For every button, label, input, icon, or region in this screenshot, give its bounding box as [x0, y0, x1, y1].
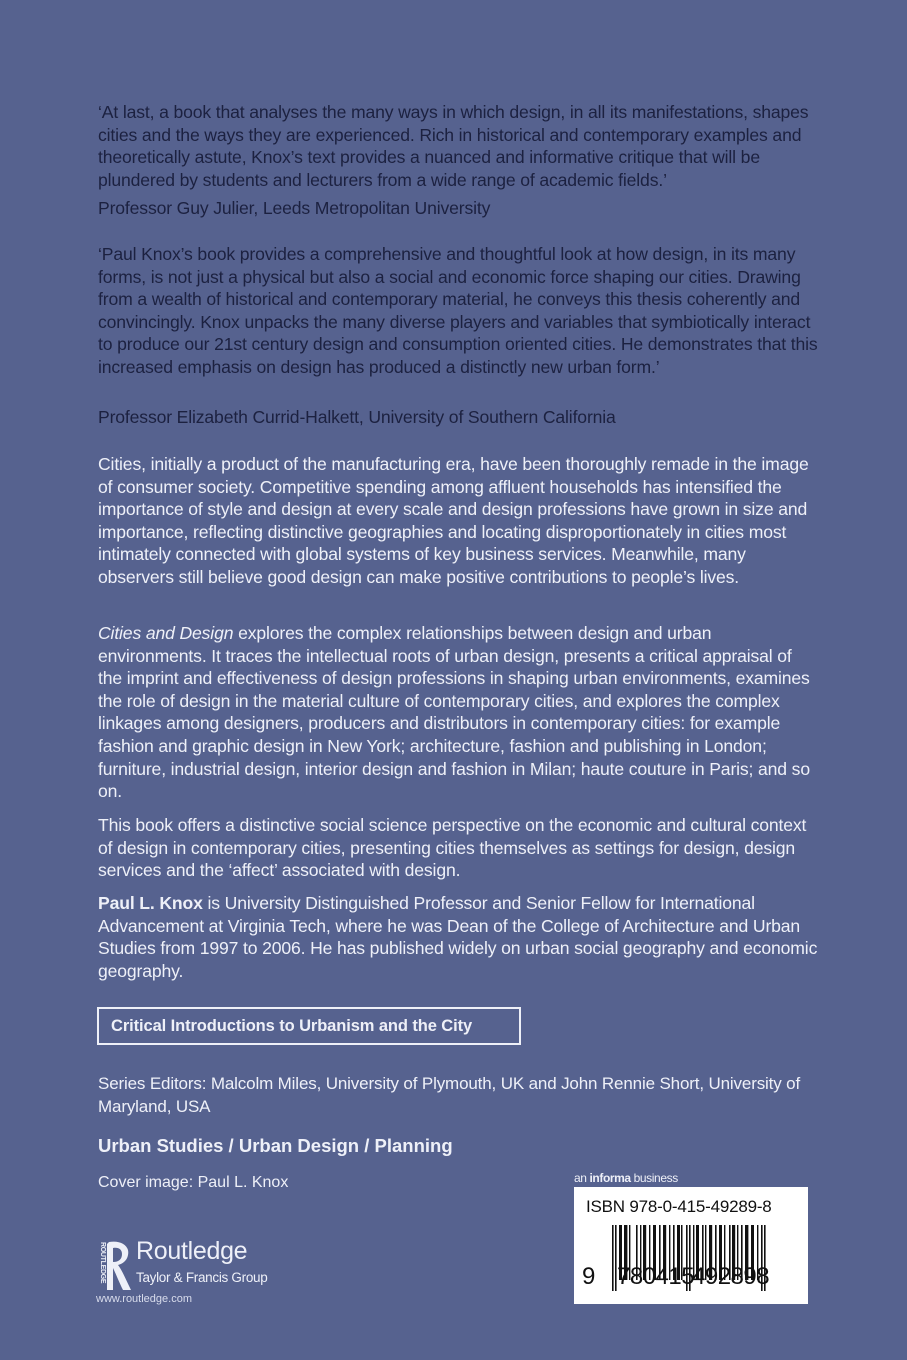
routledge-spine-text: ROUTLEDGE — [99, 1242, 106, 1284]
publisher-group: Taylor & Francis Group — [136, 1270, 268, 1285]
series-title-box — [97, 1007, 521, 1045]
author-name: Paul L. Knox — [98, 893, 203, 913]
subject-categories: Urban Studies / Urban Design / Planning — [98, 1135, 453, 1156]
author-bio-text: is University Distinguished Professor and Senior Fellow for International Advancement at Virginia Tech, where he was Dean of the College of Architecture and Urban Studies from 1997 to 2006. He has published widely on urban social geography and economic geography. — [98, 893, 818, 981]
barcode-digits-group-1: 780415 — [617, 1263, 695, 1290]
description-paragraph-2 — [98, 622, 818, 803]
description-paragraph-3: This book offers a distinctive social science perspective on the economic and cultural context of design in contemporary cities, presenting cities themselves as settings for design, design services and the ‘affect’ associated with design. — [98, 815, 807, 881]
endorsement-attribution-1: Professor Guy Julier, Leeds Metropolitan University — [98, 198, 491, 218]
endorsement-attribution-2: Professor Elizabeth Currid-Halkett, University of Southern California — [98, 407, 616, 427]
routledge-r-icon — [106, 1240, 132, 1292]
book-title-italic: Cities and Design — [98, 623, 234, 643]
series-title: Critical Introductions to Urbanism and the City — [111, 1016, 473, 1035]
routledge-logo — [96, 1237, 316, 1310]
informa-prefix: an — [574, 1171, 590, 1185]
isbn-label: ISBN 978-0-415-49289-8 — [586, 1197, 772, 1216]
description-paragraph-2-text: explores the complex relationships between design and urban environments. It traces the intellectual roots of urban design, presents a critical appraisal of the imprint and effectiveness of design professions in shaping urban environments, examines the role of design in the material culture of contemporary cities, and explores the complex linkages among designers, producers and distributors in contemporary cities: for example fashion and graphic design in New York; architecture, fashion and publishing in London; furniture, industrial design, interior design and fashion in Milan; haute couture in Paris; and so on. — [98, 623, 810, 802]
publisher-url: www.routledge.com — [96, 1293, 192, 1305]
isbn-barcode — [574, 1187, 808, 1304]
publisher-name: Routledge — [136, 1237, 248, 1265]
author-bio — [98, 892, 818, 982]
informa-brand: informa — [589, 1171, 631, 1185]
endorsement-quote-1: ‘At last, a book that analyses the many ways in which design, in all its manifestations, shapes cities and the ways they are experienced. Rich in historical and contemporary examples and theoretically astute, Knox’s text provides a nuanced and informative critique that will be plundered by students and lecturers from a wide range of academic fields.’ — [98, 102, 809, 190]
description-paragraph-1: Cities, initially a product of the manufacturing era, have been thoroughly remade in the image of consumer society. Competitive spending among affluent households has intensified the importance of style and design at every scale and design professions have grown in size and importance, reflecting distinctive geographies and locating disproportionately in cities most intimately connected with global systems of key business services. Meanwhile, many observers still believe good design can make positive contributions to people’s lives. — [98, 454, 809, 587]
cover-image-credit: Cover image: Paul L. Knox — [98, 1174, 289, 1191]
series-editors: Series Editors: Malcolm Miles, University of Plymouth, UK and John Rennie Short, University of Maryland, USA — [98, 1074, 801, 1116]
endorsement-quote-2: ‘Paul Knox’s book provides a comprehensive and thoughtful look at how design, in its many forms, is not just a physical but also a social and economic force shaping our cities. Drawing from a wealth of historical and contemporary material, he conveys this thesis coherently and convincingly. Knox unpacks the many diverse players and variables that symbiotically interact to produce our 21st century design and consumption oriented cities. He demonstrates that this increased emphasis on design has produced a distinctly new urban form.’ — [98, 244, 818, 377]
informa-suffix: business — [630, 1171, 678, 1185]
barcode-digits-group-2: 492898 — [692, 1263, 770, 1290]
informa-business-label — [574, 1171, 678, 1185]
barcode-digit-first: 9 — [582, 1263, 595, 1290]
